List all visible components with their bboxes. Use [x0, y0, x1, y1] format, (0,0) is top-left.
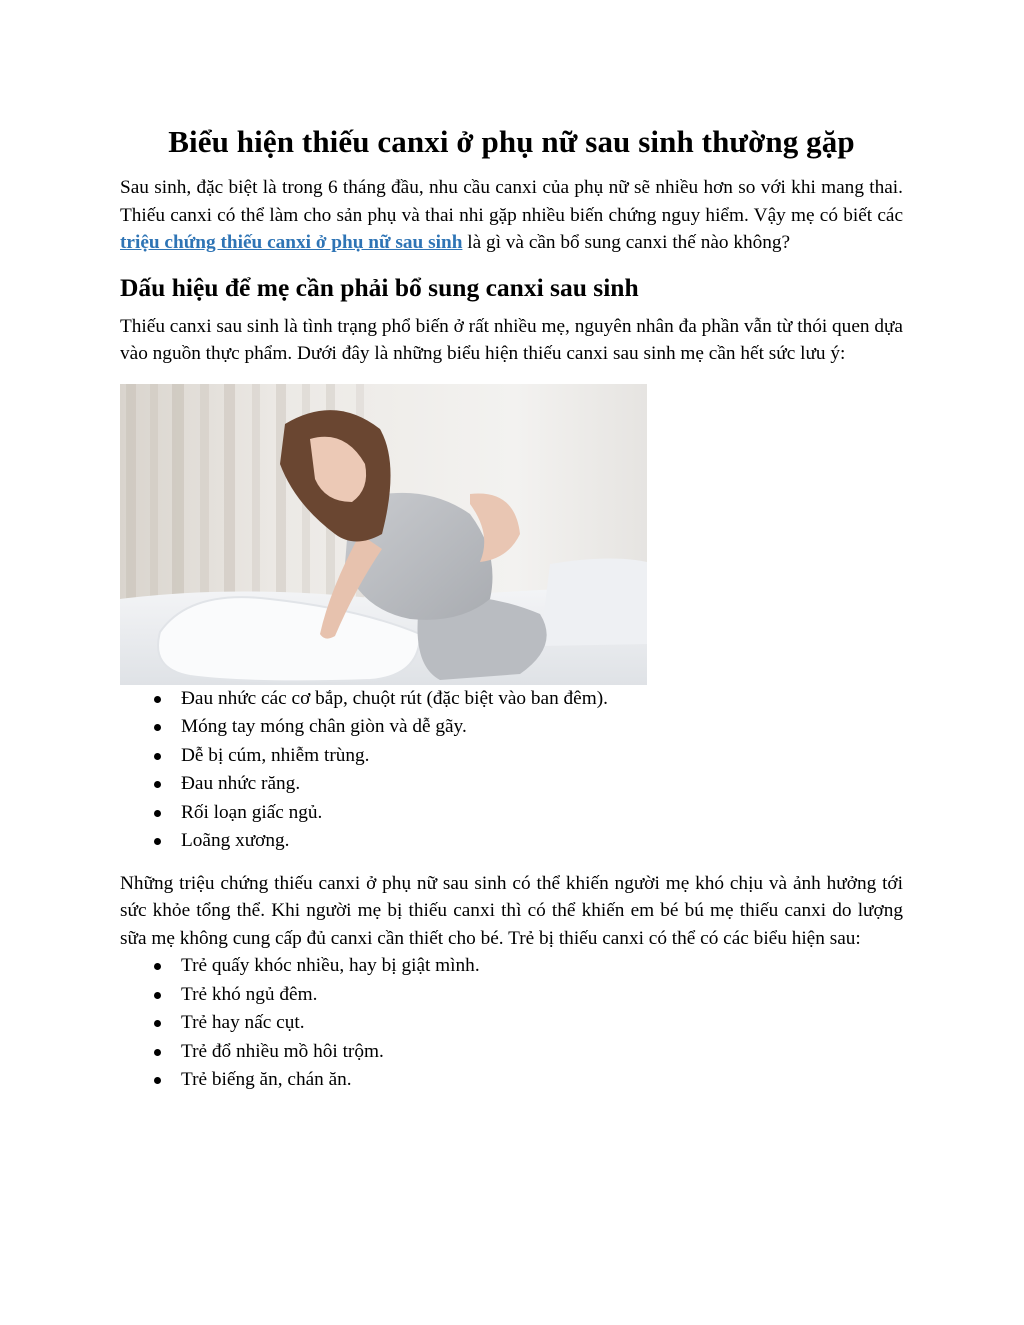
bullet-icon	[154, 1049, 161, 1056]
bullet-icon	[154, 963, 161, 970]
baby-intro-paragraph: Những triệu chứng thiếu canxi ở phụ nữ sau sinh có thể khiến người mẹ khó chịu và ảnh hưởng tới sức khỏe tổng thể. Khi người mẹ bị thiếu canxi thì có thể khiến em bé bú mẹ thiếu canxi do lượng sữa mẹ không cung cấp đủ canxi cần thiết cho bé. Trẻ bị thiếu canxi có thể có các biểu hiện sau:	[120, 872, 903, 949]
bullet-icon	[154, 724, 161, 731]
bullet-icon	[154, 810, 161, 817]
list-item: Trẻ quấy khóc nhiều, hay bị giật mình.	[120, 952, 903, 981]
symptoms-link[interactable]: triệu chứng thiếu canxi ở phụ nữ sau sinh	[120, 232, 463, 253]
list-item: Trẻ hay nấc cụt.	[120, 1009, 903, 1038]
document-page	[120, 122, 903, 1095]
woman-back-pain-photo	[120, 384, 647, 685]
bullet-icon	[154, 1020, 161, 1027]
list-item: Loãng xương.	[120, 827, 903, 856]
list-item: Trẻ đổ nhiều mồ hôi trộm.	[120, 1038, 903, 1067]
list-item: Đau nhức răng.	[120, 770, 903, 799]
list-item: Rối loạn giấc ngủ.	[120, 799, 903, 828]
bullet-icon	[154, 781, 161, 788]
intro-text-before: Sau sinh, đặc biệt là trong 6 tháng đầu, nhu cầu canxi của phụ nữ sẽ nhiều hơn so với khi mang thai. Thiếu canxi có thể làm cho sản phụ và thai nhi gặp nhiều biến chứng nguy hiểm. Vậy mẹ có biết các	[120, 177, 903, 226]
baby-symptoms-list	[120, 952, 903, 1095]
list-item: Đau nhức các cơ bắp, chuột rút (đặc biệt vào ban đêm).	[120, 685, 903, 714]
bullet-icon	[154, 696, 161, 703]
mother-symptoms-list	[120, 685, 903, 856]
list-item: Trẻ biếng ăn, chán ăn.	[120, 1066, 903, 1095]
section-heading: Dấu hiệu để mẹ cần phải bổ sung canxi sau sinh	[120, 272, 639, 302]
bullet-icon	[154, 1077, 161, 1084]
intro-paragraph	[120, 174, 903, 257]
section-paragraph: Thiếu canxi sau sinh là tình trạng phổ biến ở rất nhiều mẹ, nguyên nhân đa phần vẫn từ thói quen dựa vào nguồn thực phẩm. Dưới đây là những biểu hiện thiếu canxi sau sinh mẹ cần hết sức lưu ý:	[120, 315, 903, 364]
list-item: Móng tay móng chân giòn và dễ gãy.	[120, 713, 903, 742]
bullet-icon	[154, 992, 161, 999]
bullet-icon	[154, 838, 161, 845]
intro-text-after: là gì và cần bổ sung canxi thế nào không?	[462, 232, 791, 253]
page-title: Biểu hiện thiếu canxi ở phụ nữ sau sinh thường gặp	[168, 124, 855, 159]
list-item: Dễ bị cúm, nhiễm trùng.	[120, 742, 903, 771]
bullet-icon	[154, 753, 161, 760]
list-item: Trẻ khó ngủ đêm.	[120, 981, 903, 1010]
